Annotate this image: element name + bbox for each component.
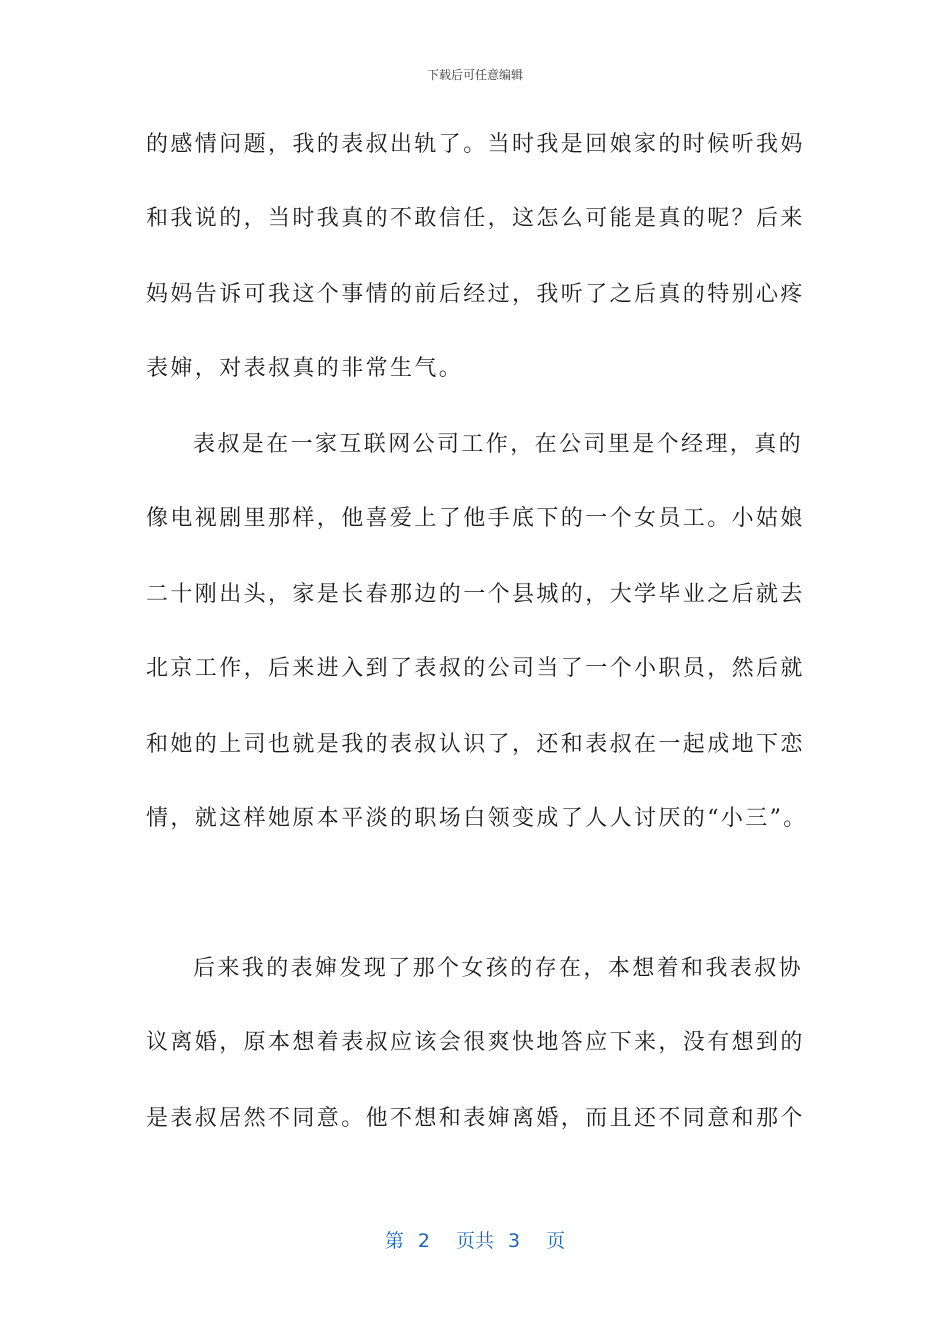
paragraph-3-line-1: 后来我的表婶发现了那个女孩的存在，本想着和我表叔协 [193, 956, 804, 981]
body-line-7: 二十刚出头，家是长春那边的一个县城的，大学毕业之后就去 [146, 582, 805, 607]
body-line-6: 像电视剧里那样，他喜爱上了他手底下的一个女员工。小姑娘 [146, 506, 805, 531]
body-line-4: 表婶，对表叔真的非常生气。 [146, 356, 464, 381]
footer-total-pages: 3 [508, 1230, 521, 1252]
footer-page-number: 2 [417, 1230, 430, 1252]
body-line-13: 是表叔居然不同意。他不想和表婶离婚，而且还不同意和那个 [146, 1106, 805, 1131]
page-footer [0, 1226, 950, 1253]
footer-prefix: 第 [384, 1230, 404, 1252]
paragraph-2-line-1: 表叔是在一家互联网公司工作，在公司里是个经理，真的 [193, 432, 804, 457]
body-line-2: 和我说的，当时我真的不敢信任，这怎么可能是真的呢？后来 [146, 206, 805, 231]
page-header: 下载后可任意编辑 [426, 68, 523, 82]
footer-suffix: 页 [546, 1230, 566, 1252]
body-line-10: 情，就这样她原本平淡的职场白领变成了人人讨厌的“小三”。 [146, 806, 808, 831]
body-line-12: 议离婚，原本想着表叔应该会很爽快地答应下来，没有想到的 [146, 1030, 805, 1055]
footer-middle: 页共 [455, 1230, 494, 1252]
body-line-9: 和她的上司也就是我的表叔认识了，还和表叔在一起成地下恋 [146, 732, 805, 757]
body-line-1: 的感情问题，我的表叔出轨了。当时我是回娘家的时候听我妈 [146, 132, 805, 157]
body-line-8: 北京工作，后来进入到了表叔的公司当了一个小职员，然后就 [146, 656, 805, 681]
body-line-3: 妈妈告诉可我这个事情的前后经过，我听了之后真的特别心疼 [146, 282, 805, 307]
